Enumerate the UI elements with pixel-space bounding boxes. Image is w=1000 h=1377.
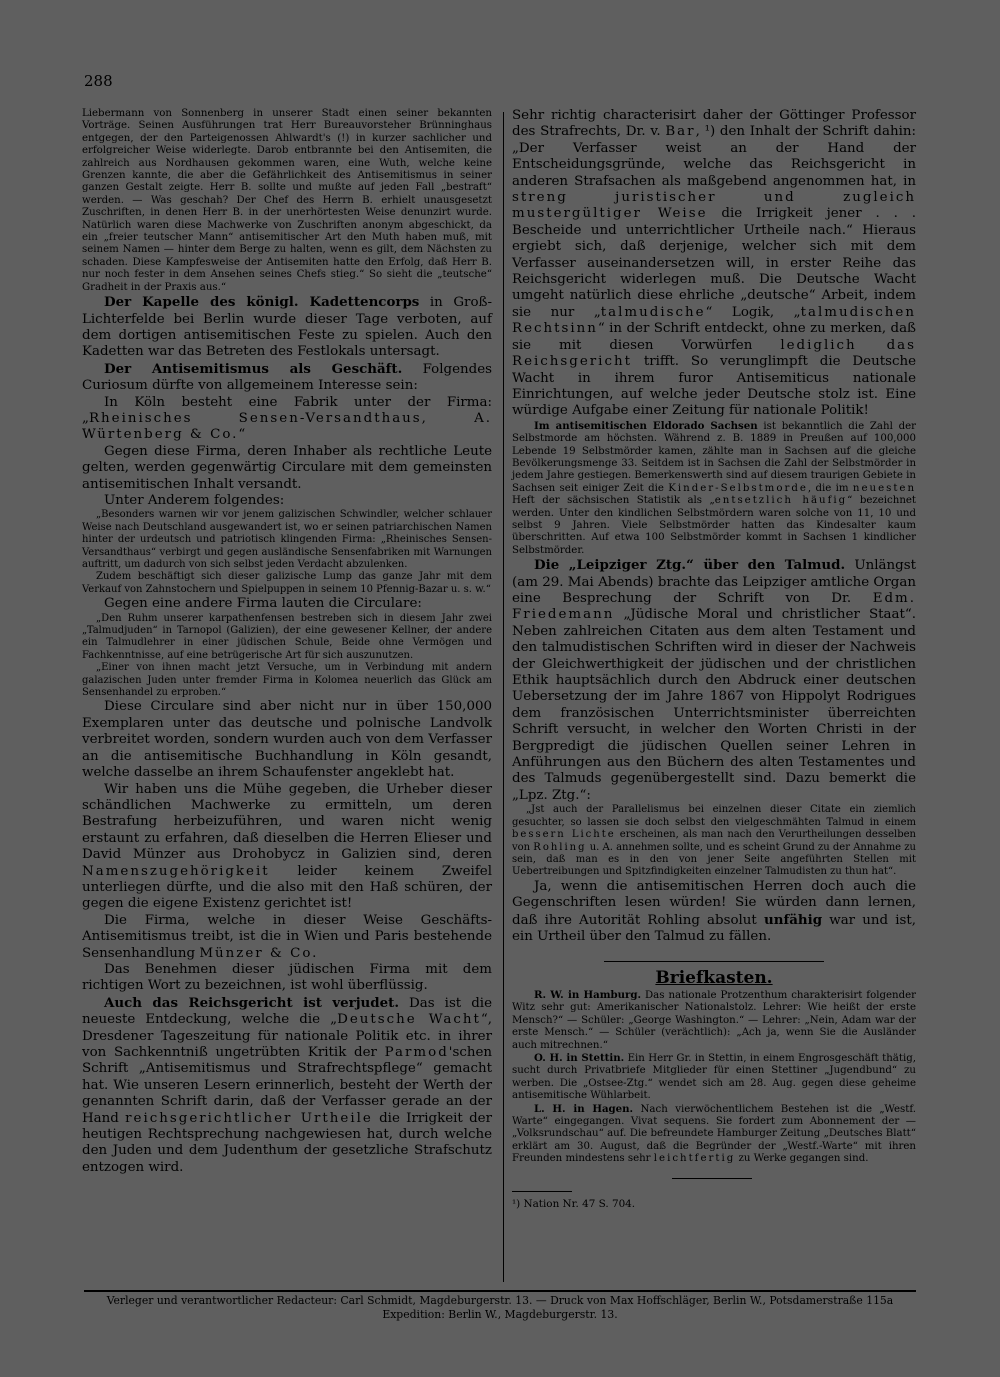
article-kadettencorps <box>82 294 492 361</box>
letter-entry <box>512 989 916 1052</box>
column-divider <box>503 112 504 1282</box>
spaced-text: Parmod <box>384 1045 449 1060</box>
left-column <box>82 108 492 1176</box>
article-heading: Auch das Reichsgericht ist verjudet. <box>104 994 400 1011</box>
spaced-text: Kinder-Selbstmorde <box>668 482 808 494</box>
spaced-text: neuesten <box>852 482 917 494</box>
imprint-line: Verleger und verantwortlicher Redacteur: Carl Schmidt, Magdeburgerstr. 13. — Druck von Max Hoffschläger, Berlin W., Potsdamerstraße 115a <box>106 1294 894 1307</box>
spaced-text: streng juristischer und zugleich mustergültiger Weise <box>512 190 916 222</box>
text: Nach vierwöchentlichem Bestehen ist die „Westf. Warte“ eingegangen. Vivat sequens. Sie fordert zum Abonnement der — „Volksrundschau“ auf. Die befreundete Hamburger Zeitung „Deutsches Blatt“ erklärt am 30. August, daß die Begründer der „Westf.-Warte“ mit ihren Freunden mindestens sehr <box>512 1103 916 1165</box>
briefkasten-title: Briefkasten. <box>655 968 773 989</box>
spaced-text: leichtfertig <box>653 1153 736 1165</box>
text: 'schen Schrift „Antisemitismus und Strafrechtspflege“ gemacht hat. Wie unseren Lesern erinnerlich, besteht der Werth der genannten Schrift darin, daß der Verfasser gerade an der Hand <box>82 1045 492 1126</box>
paragraph: Gegen diese Firma, deren Inhaber als rechtliche Leute gelten, werden gegenwärtig Circulare mit dem gemeinsten antisemitischen Inhalt versandt. <box>82 443 492 492</box>
text: , die im <box>807 482 853 494</box>
text: Das nationale Protzenthum charakterisirt folgender Witz sehr gut: Amerikanischer Nationalstolz. Lehrer: Wie heißt der erste Mensch?“ — Schüler: „George Washington.“ — Lehrer: „Nein, Adam war der erste Mensch.“ — Schüler (verächtlich): „Ach ja, wenn Sie die Ausländer auch mitrechnen.“ <box>512 989 916 1051</box>
article-continuation <box>512 108 916 420</box>
paragraph <box>512 879 916 946</box>
text: In Köln besteht eine Fabrik unter der Firma: „ <box>82 394 492 426</box>
footnote-rule <box>512 1191 572 1192</box>
text: den Inhalt der Schrift dahin: „Der Verfasser weist an der Hand der Entscheidungsgründe, welche das Reichsgericht in anderen Strafsachen als maßgebend angenommen hat, in <box>512 124 916 189</box>
article-body: in Groß-Lichterfelde bei Berlin wurde dieser Tage verboten, auf dem dortigen antisemitischen Feste zu spielen. Auch den Kadetten war das Betreten des Festlokals untersagt. <box>82 295 492 360</box>
paragraph: Gegen eine andere Firma lauten die Circulare: <box>104 596 422 612</box>
spaced-text: Bar <box>665 124 696 140</box>
spaced-text: bessern Lichte <box>512 829 616 841</box>
paragraph <box>82 913 492 962</box>
paragraph: Diese Circulare sind aber nicht nur in über 150,000 Exemplaren unter das deutsche und polnische Landvolk verbreitet worden, sondern wurden auch von dem Verfasser an die antisemitische Buchhandlung in Köln gesandt, welche dasselbe an ihrem Schaufenster angeklebt hat. <box>82 699 492 781</box>
text: “ bezeichnet werden. Unter den kindlichen Selbstmördern waren solche von 11, 10 und selbst 9 Jahren. Viele Selbstmörder hatten das Kindesalter kaum überschritten. Auf etwa 100 Selbstmörder kommt in Sachsen 1 kindlicher Selbstmörder. <box>512 495 917 556</box>
article-sachsen <box>512 420 916 557</box>
article-body: Folgendes Curiosum dürfte von allgemeinem Interesse sein: <box>82 361 493 394</box>
text: die Irrigkeit der heutigen Rechtsprechung nachgewiesen hat, durch welche den Juden und dem Judenthum der gesetzliche Strafschutz entzogen wird. <box>82 1110 492 1175</box>
section-rule <box>672 1178 752 1179</box>
footnote-ref: , ¹) <box>695 124 716 140</box>
paragraph <box>82 395 492 444</box>
spaced-text: Deutsche Wacht <box>337 1012 481 1028</box>
paragraph <box>82 782 492 913</box>
quote: „Einer von ihnen macht jetzt Versuche, um in Verbindung mit andern galazischen Juden unter fremder Firma in Kolomea neuerlich das Glück am Sensenhandel zu erproben.“ <box>82 662 492 699</box>
spaced-text: talmudische <box>600 304 706 320</box>
text: „Jst auch der Parallelismus bei einzelnen dieser Citate ein ziemlich gesuchter, so lassen sie doch selbst den vielgeschmähten Talmud in einem <box>512 804 916 828</box>
text: zu Werke gegangen sind. <box>735 1153 869 1165</box>
spaced-text: reichsgerichtlicher Urtheile <box>125 1110 373 1126</box>
spaced-text: Münzer & Co. <box>199 945 319 961</box>
spaced-text: Edm. Friedemann <box>512 591 916 623</box>
quote <box>512 804 916 878</box>
text: leider keinem Zweifel unterliegen dürfte, und die also mit den Haß schüren, der gegen die eigene Existenz gerichtet ist! <box>82 863 492 912</box>
text: “, Dresdener Tageszeitung für nationale Politik etc. in ihrer von Sachkenntniß ungetrübten Kritik der <box>82 1012 492 1060</box>
text: trifft. So verunglimpft die Deutsche Wacht in ihrem furor Antisemiticus nationale Einrichtungen, auf welche jeder Deutsche stolz ist. Eine würdige Aufgabe einer Zeitung für nationale Politik! <box>512 354 916 419</box>
spaced-text: Rheinisches Sensen-Versandthaus, A. Würtenberg & Co. <box>82 410 492 443</box>
paragraph: Unter Anderem folgendes: <box>104 492 285 508</box>
text: war und ist, ein Urtheil über den Talmud zu fällen. <box>512 912 916 944</box>
text: Unlängst (am 29. Mai Abends) brachte das Leipziger amtliche Organ eine Besprechung der Schrift von Dr. <box>512 558 916 606</box>
letter-entry <box>512 1103 916 1166</box>
spaced-text: Rohling <box>533 841 587 853</box>
text: “ Logik, „ <box>705 304 801 320</box>
article-heading: Die „Leipziger Ztg.“ über den Talmud. <box>534 557 846 574</box>
footnote: ¹) Nation Nr. 47 S. 704. <box>512 1197 636 1210</box>
quote: „Den Ruhm unserer karpathenfensen bestreben sich in diesem Jahr zwei „Talmudjuden“ in Tarnopol (Galizien), der eine gewesener Kellner, der andere ein Talmudlehrer in einer jüdischen Schule, Beide ohne Vermögen und Fachkenntnisse, auf eine betrügerische Art für sich auszunutzen. <box>82 612 492 661</box>
imprint <box>84 1294 916 1322</box>
text: Ein Herr Gr. in Stettin, in einem Engrosgeschäft thätig, sucht durch Privatbriefe Mitglieder für einen Stettiner „Jugendbund“ zu werben. Die „Ostsee-Ztg.“ wendet sich am 28. Aug. gegen diese geheime antisemitische Wühlarbeit. <box>512 1052 916 1102</box>
article-heading: Der Antisemitismus als Geschäft. <box>104 360 403 377</box>
article-leipziger-ztg <box>512 557 916 804</box>
text: die Irrigkeit jener . . . Bescheide und unterrichtlicher Urtheile nach.“ Hieraus ergiebt sich, daß derjenige, welcher sich mit dem Verfasser auseinandersetzen will, in erster Reihe das Reichsgericht widerlegen muß. Die Deutsche Wacht umgeht natürlich diese ehrliche „deutsche“ Arbeit, indem sie nur „ <box>512 206 916 320</box>
article-heading: Im antisemitischen Eldorado Sachsen <box>534 419 758 432</box>
letter-heading: R. W. in Hamburg. <box>534 988 642 1001</box>
section-rule <box>604 961 824 962</box>
text: u. A. annehmen sollte, und es scheint Grund zu der Annahme zu sein, daß man es in den von jener Seite angeführten Stellen mit Uebertreibungen und Spitzfindigkeiten einzelner Talmudisten zu thun hat“. <box>512 841 916 878</box>
letter-heading: O. H. in Stettin. <box>534 1051 625 1064</box>
text: Ja, wenn die antisemitischen Herren doch auch die Gegenschriften lesen würden! Sie würden dann lernen, daß ihre Autorität Rohling absolut <box>512 878 916 928</box>
imprint-line: Expedition: Berlin W., Magdeburgerstr. 13. <box>382 1308 618 1321</box>
text: ist bekanntlich die Zahl der Selbstmorde am höchsten. Während z. B. 1889 in Preußen auf 100,000 Lebende 19 Selbstmörder kamen, zählte man in Sachsen auf die gleiche Bevölkerungsmenge 33. Seitdem ist in Sachsen die Zahl der Selbstmörder in jedem Jahre gestiegen. Bemerkenswerth sind auf diesem traurigen Gebiete in Sachsen seit einiger Zeit die <box>512 420 916 494</box>
text: Wir haben uns die Mühe gegeben, die Urheber dieser schändlichen Machwerke zu ermitteln, um deren Bestrafung herbeizuführen, und waren nicht wenig erstaunt zu erfahren, daß dieselben die Herren Elieser und David Münzer aus Drohobycz in Galizien sind, deren <box>82 781 492 863</box>
bold-text: unfähig <box>763 911 823 928</box>
spaced-text: lediglich das Reichsgericht <box>512 337 917 370</box>
quote: „Besonders warnen wir vor jenem galizischen Schwindler, welcher schlauer Weise nach Deutschland ausgewandert ist, wo er seinen patriarchischen Namen hinter der urdeutsch und patriotisch klingenden Firma: „Rheinisches Sensen-Versandthaus“ verbirgt und gegen ausländische Sensenfabriken mit Warnungen auftritt, um dadurch von sich selbst jeden Verdacht abzulenken. <box>82 509 492 570</box>
text: Die Firma, welche in dieser Weise Geschäfts-Antisemitismus treibt, ist die in Wien und Paris bestehende Sensenhandlung <box>82 912 492 961</box>
letter-entry <box>512 1052 916 1103</box>
article-reichsgericht <box>82 995 492 1176</box>
letter-heading: L. H. in Hagen. <box>534 1102 634 1115</box>
text: “ <box>238 427 246 443</box>
text: „Jüdische Moral und christlicher Staat“. Neben zahlreichen Citaten aus dem alten Testament und den talmudistischen Schriften wird in dieser der Nachweis der Gleichwerthigkeit der jüdischen und der christlichen Ethik hauptsächlich durch den Abdruck einer deutschen Uebersetzung der im Jahre 1867 von Hippolyt Rodrigues dem französischen Unterrichtsminister überreichten Schrift versucht, in welcher den Worten Christi in der Bergpredigt die jüdischen Quellen seiner Lehren in Anführungen aus den Büchern des alten Testamentes und des Talmuds gegenübergestellt sind. Dazu bemerkt die „Lpz. Ztg.“: <box>512 607 916 803</box>
right-column <box>512 108 916 1210</box>
footer-rule <box>84 1290 916 1292</box>
text: erscheinen, als man nach den Verurtheilungen desselben von <box>512 829 916 853</box>
article-continuation: Liebermann von Sonnenberg in unserer Stadt einen seiner bekannten Vorträge. Seinen Ausführungen trat Herr Bureauvorsteher Brünninghaus entgegen, der den Parteigenossen Ahlwardt's (!) in kurzer sachlicher und erfolgreicher Weise widerlegte. Darob entbrannte bei den Antisemiten, die zahlreich aus Nordhausen gekommen waren, eine Wuth, welche keine Grenzen kannte, die aber die Gefährlichkeit des Antisemitismus in seiner ganzen Gestalt zeigte. Herr B. sollte und mußte auf jeden Fall „bestraft“ werden. — Was geschah? Der Chef des Herrn B. erhielt unausgesetzt Zuschriften, in denen Herr B. in der unerhörtesten Weise denunzirt wurde. Natürlich waren diese Machwerke von Zuschriften anonym abgeschickt, da ein „freier teutscher Mann“ antisemitischer Art den Muth haben muß, mit seinem Namen — hinter dem Berge zu halten, wenn es gilt, dem Nächsten zu schaden. Diese Kampfesweise der Antisemiten hatte den Erfolg, daß Herr B. nur noch fester in dem Ansehen seines Chefs stieg.“ So sieht die „teutsche“ Gradheit in der Praxis aus.“ <box>82 108 492 293</box>
paragraph: Das Benehmen dieser jüdischen Firma mit dem richtigen Wort zu bezeichnen, ist wohl überflüssig. <box>82 961 492 994</box>
spaced-text: talmudischen Rechtsinn <box>512 304 916 337</box>
article-antisemitismus-geschaeft <box>82 361 492 395</box>
text: Das ist die neueste Entdeckung, welche die „ <box>82 995 492 1028</box>
quote: Zudem beschäftigt sich dieser galizische Lump das ganze Jahr mit dem Verkauf von Zahnstochern und Spielpuppen in seinem 10 Pfennig-Bazar u. s. w.“ <box>82 571 492 595</box>
spaced-text: entsetzlich häufig <box>714 495 848 507</box>
spaced-text: Namenszugehörigkeit <box>82 863 270 879</box>
article-heading: Der Kapelle des königl. Kadettencorps <box>104 294 420 311</box>
text: Sehr richtig characterisirt daher der Göttinger Professor des Strafrechts, Dr. v. <box>512 108 916 140</box>
page-number: 288 <box>84 72 113 90</box>
text: “ in der Schrift entdeckt, ohne zu merken, daß sie mit diesen Vorwürfen <box>512 321 916 353</box>
text: Heft der sächsischen Statistik als „ <box>512 495 715 507</box>
